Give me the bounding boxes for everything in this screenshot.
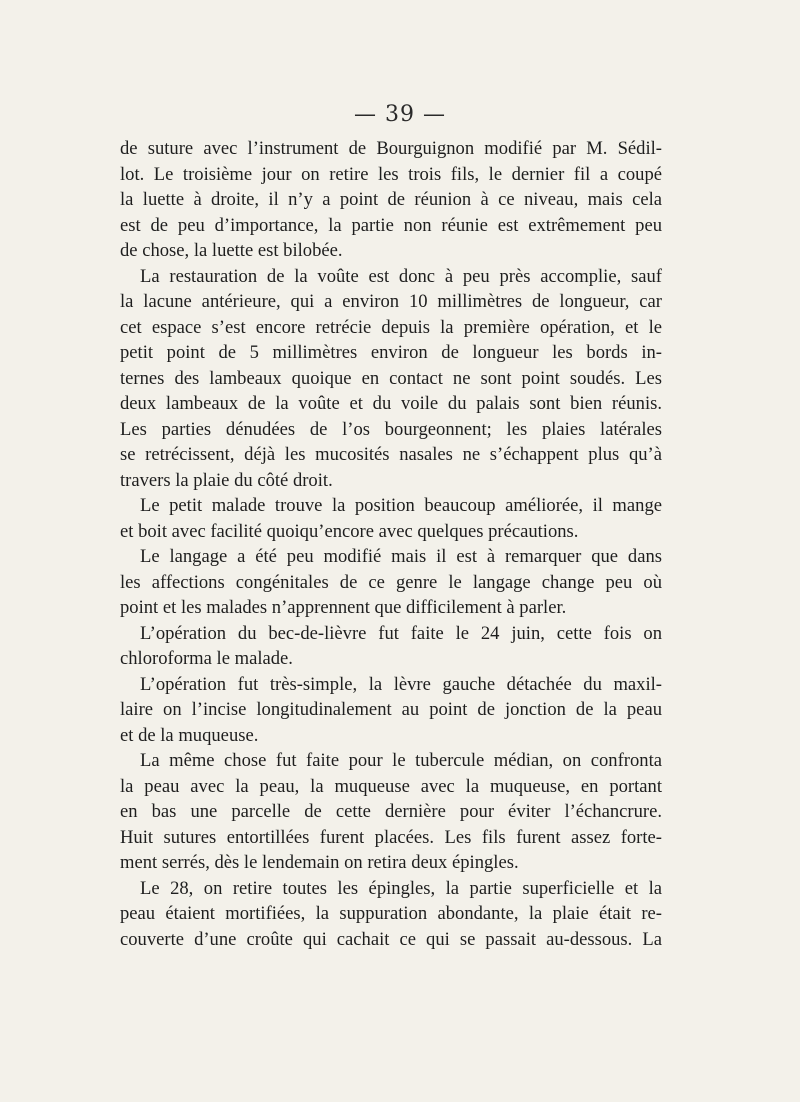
text-line: chloroforma le malade.: [120, 648, 293, 669]
text-line: ternes des lambeaux quoique en contact ne sont point soudés. Les: [120, 367, 662, 389]
text-line: cet espace s’est encore retrécie depuis la première opération, et le: [120, 316, 662, 338]
text-line: les affections congénitales de ce genre le langage change peu où: [120, 571, 662, 593]
text-line: la luette à droite, il n’y a point de réunion à ce niveau, mais cela: [120, 189, 662, 210]
paragraph-start-line: L’opération du bec-de-lièvre fut faite le 24 juin, cette fois on: [140, 622, 662, 644]
text-line: deux lambeaux de la voûte et du voile du palais sont bien réunis.: [120, 393, 662, 414]
text-line: Les parties dénudées de l’os bourgeonnent; les plaies latérales: [120, 418, 662, 440]
paragraph-start-line: La même chose fut faite pour le tubercule médian, on confronta: [140, 750, 662, 771]
paragraph-start-line: L’opération fut très-simple, la lèvre gauche détachée du maxil-: [140, 673, 662, 695]
paragraph-start-line: La restauration de la voûte est donc à peu près accomplie, sauf: [140, 265, 662, 287]
text-line: de suture avec l’instrument de Bourguignon modifié par M. Sédil-: [120, 138, 662, 159]
text-line: de chose, la luette est bilobée.: [120, 240, 343, 261]
text-line: lot. Le troisième jour on retire les trois fils, le dernier fil a coupé: [120, 163, 662, 185]
text-line: Huit sutures entortillées furent placées. Les fils furent assez forte-: [120, 826, 662, 848]
paragraph-start-line: Le 28, on retire toutes les épingles, la partie superficielle et la: [140, 877, 662, 899]
text-line: travers la plaie du côté droit.: [120, 469, 333, 491]
text-line: couverte d’une croûte qui cachait ce qui se passait au-dessous. La: [120, 928, 662, 950]
text-line: est de peu d’importance, la partie non réunie est extrêmement peu: [120, 214, 662, 236]
paragraph-start-line: Le langage a été peu modifié mais il est à remarquer que dans: [140, 546, 662, 567]
text-line: petit point de 5 millimètres environ de longueur les bords in-: [120, 342, 662, 363]
body-text: [120, 136, 662, 952]
text-line: laire on l’incise longitudinalement au point de jonction de la peau: [120, 699, 662, 720]
text-line: et de la muqueuse.: [120, 724, 259, 746]
text-line: et boit avec facilité quoiqu’encore avec quelques précautions.: [120, 520, 579, 542]
text-line: la peau avec la peau, la muqueuse avec la muqueuse, en portant: [120, 775, 662, 797]
text-line: ment serrés, dès le lendemain on retira deux épingles.: [120, 852, 519, 873]
text-line: en bas une parcelle de cette dernière pour éviter l’échancrure.: [120, 801, 662, 822]
text-line: la lacune antérieure, qui a environ 10 millimètres de longueur, car: [120, 291, 662, 312]
text-line: se retrécissent, déjà les mucosités nasales ne s’échappent plus qu’à: [120, 444, 662, 465]
text-line: peau étaient mortifiées, la suppuration abondante, la plaie était re-: [120, 903, 662, 924]
page-number: — 39 —: [354, 102, 446, 127]
paragraph-start-line: Le petit malade trouve la position beaucoup améliorée, il mange: [140, 495, 662, 516]
text-line: point et les malades n’apprennent que difficilement à parler.: [120, 597, 567, 618]
